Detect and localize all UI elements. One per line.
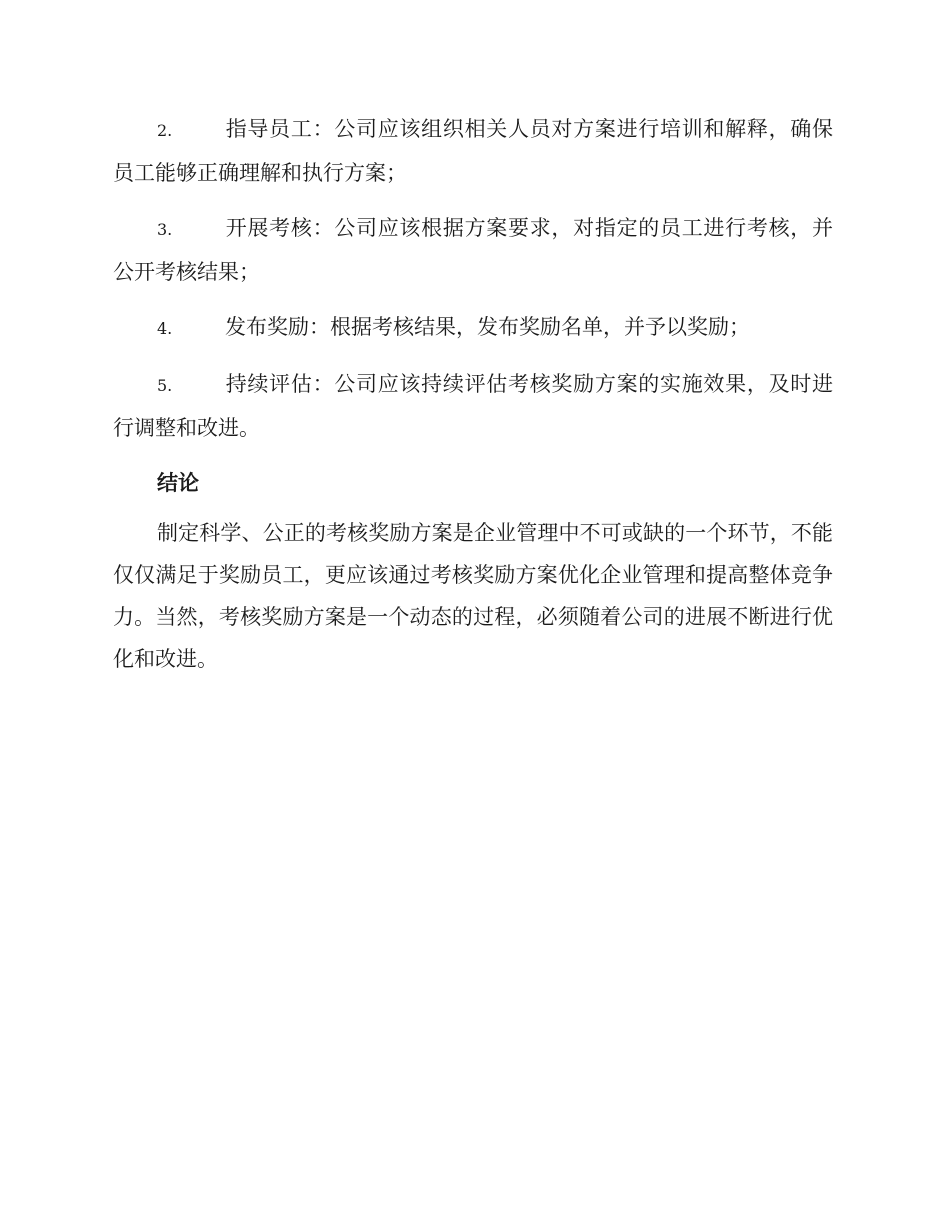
list-item-text: 指导员工：公司应该组织相关人员对方案进行培训和解释，确保员工能够正确理解和执行方案； <box>113 117 833 185</box>
list-item-2 <box>113 108 833 194</box>
section-heading-conclusion: 结论 <box>157 470 199 495</box>
list-item-text: 持续评估：公司应该持续评估考核奖励方案的实施效果，及时进行调整和改进。 <box>113 372 833 440</box>
document-page <box>113 108 833 680</box>
list-item-3 <box>113 207 833 293</box>
list-number: 5. <box>157 376 173 395</box>
list-number: 4. <box>157 319 173 338</box>
list-number: 2. <box>157 121 173 140</box>
list-item-text: 开展考核：公司应该根据方案要求，对指定的员工进行考核，并公开考核结果； <box>113 216 833 284</box>
list-item-text: 发布奖励：根据考核结果，发布奖励名单，并予以奖励； <box>225 315 750 339</box>
list-item-4 <box>113 306 833 350</box>
conclusion-paragraph: 制定科学、公正的考核奖励方案是企业管理中不可或缺的一个环节，不能仅仅满足于奖励员工，更应该通过考核奖励方案优化企业管理和提高整体竞争力。当然，考核奖励方案是一个动态的过程，必须随着公司的进展不断进行优化和改进。 <box>113 521 833 671</box>
list-item-5 <box>113 363 833 449</box>
list-number: 3. <box>157 220 173 239</box>
